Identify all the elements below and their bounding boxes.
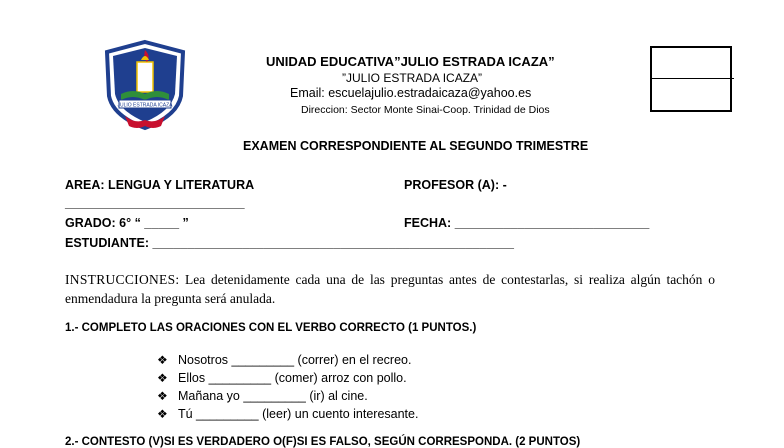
item-text: Ellos _________ (comer) arroz con pollo.	[178, 371, 407, 385]
list-item	[157, 407, 418, 421]
list-item	[157, 389, 368, 403]
instructions-label: INSTRUCCIONES	[65, 272, 176, 287]
fecha-field: FECHA: ____________________________	[404, 216, 650, 230]
school-crest-icon	[97, 38, 193, 134]
profesor-field: PROFESOR (A): -	[404, 178, 507, 192]
list-item	[157, 371, 407, 385]
grade-box-divider	[652, 78, 734, 79]
grado-field: GRADO: 6° “ _____ ”	[65, 216, 189, 230]
diamond-bullet-icon: ❖	[157, 371, 168, 385]
item-text: Tú _________ (leer) un cuento interesante.	[178, 407, 419, 421]
school-subtitle: ”JULIO ESTRADA ICAZA”	[342, 71, 483, 85]
instructions	[65, 270, 715, 308]
exam-title: EXAMEN CORRESPONDIENTE AL SEGUNDO TRIMESTRE	[243, 139, 589, 153]
instructions-text: : Lea detenidamente cada una de las preguntas antes de contestarlas, si realiza algún tachón o enmendadura la pregunta será anulada.	[65, 272, 715, 306]
estudiante-field: ESTUDIANTE: ____________________________________________________	[65, 236, 514, 250]
school-email: Email: escuelajulio.estradaicaza@yahoo.es	[290, 86, 532, 100]
grade-box	[650, 46, 732, 112]
area-field: AREA: LENGUA Y LITERATURA	[65, 178, 255, 192]
logo-text: JULIO ESTRADA ICAZA	[117, 102, 173, 109]
area-underline: ______________________________	[65, 196, 244, 210]
school-address: Direccion: Sector Monte Sinai-Coop. Trinidad de Dios	[301, 104, 550, 116]
list-item	[157, 353, 411, 367]
school-name: UNIDAD EDUCATIVA”JULIO ESTRADA ICAZA”	[266, 54, 555, 69]
diamond-bullet-icon: ❖	[157, 389, 168, 403]
question-1-title: 1.- COMPLETO LAS ORACIONES CON EL VERBO CORRECTO (1 PUNTOS.)	[65, 322, 477, 334]
diamond-bullet-icon: ❖	[157, 407, 168, 421]
question-2-title: 2.- CONTESTO (V)SI ES VERDADERO O(F)SI ES FALSO, SEGÚN CORRESPONDA. (2 PUNTOS)	[65, 436, 581, 448]
item-text: Nosotros _________ (correr) en el recreo.	[178, 353, 412, 367]
school-logo	[97, 38, 193, 134]
diamond-bullet-icon: ❖	[157, 353, 168, 367]
item-text: Mañana yo _________ (ir) al cine.	[178, 389, 368, 403]
